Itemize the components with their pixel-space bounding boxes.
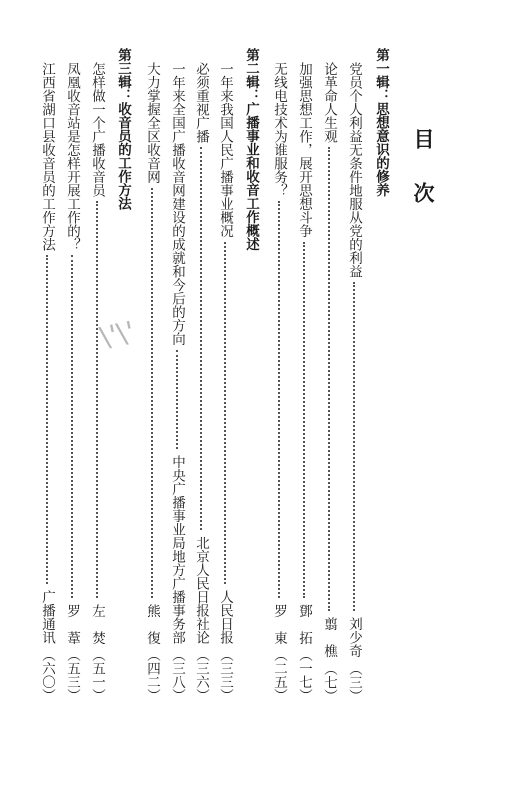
entry-author: 鄧 拓 xyxy=(296,603,312,644)
entry-author: 广播通讯 xyxy=(39,590,55,644)
entry-title: 怎样做一个广播收音员 xyxy=(89,62,105,197)
dot-leader xyxy=(46,255,48,584)
entry-page: （五三） xyxy=(64,648,80,702)
pencil-mark: \'\' xyxy=(96,314,138,355)
toc-entry[interactable] xyxy=(88,48,106,702)
entry-title: 论革命人生观 xyxy=(321,62,337,143)
entry-page: （二五） xyxy=(271,648,287,702)
dot-leader xyxy=(224,242,226,585)
entry-title: 江西省湖口县收音员的工作方法 xyxy=(39,62,55,251)
entry-author: 北京人民日报社论 xyxy=(193,536,209,644)
entry-author: 翦 樵 xyxy=(321,617,337,658)
entry-author: 中央广播事业局地方广播事务部 xyxy=(169,455,185,644)
dot-leader xyxy=(96,201,98,598)
entry-title: 无线电技术为谁服务？ xyxy=(271,62,287,197)
entry-title: 凤凰收音站是怎样开展工作的？ xyxy=(64,62,80,251)
entry-title: 必须重视广播 xyxy=(193,62,209,143)
entry-title: 党员个人利益无条件地服从党的利益 xyxy=(346,62,362,278)
dot-leader xyxy=(71,255,73,598)
dot-leader xyxy=(200,147,202,530)
entry-page: （三六） xyxy=(193,648,209,702)
section-heading xyxy=(372,48,390,688)
section-heading xyxy=(114,48,132,688)
toc-entry[interactable] xyxy=(168,48,186,702)
toc-entry[interactable] xyxy=(270,48,288,702)
dot-leader xyxy=(278,201,280,598)
entry-page: （三） xyxy=(346,661,362,702)
section-title: 第三辑：收音员的工作方法 xyxy=(115,48,131,210)
entry-author: 罗 東 xyxy=(271,603,287,644)
entry-title: 一年来全国广播收音网建设的成就和今后的方向 xyxy=(169,62,185,346)
entry-author: 熊 復 xyxy=(144,603,160,644)
toc-entry[interactable] xyxy=(345,48,363,702)
toc-entry[interactable] xyxy=(192,48,210,702)
toc-heading-ci: 次 xyxy=(411,182,436,203)
entry-author: 人民日报 xyxy=(217,590,233,644)
dot-leader xyxy=(176,350,178,450)
dot-leader xyxy=(353,282,355,611)
section-heading xyxy=(242,48,260,688)
toc-entry[interactable] xyxy=(38,48,56,702)
dot-leader xyxy=(328,147,330,611)
section-title: 第二辑：广播事业和收音工作概述 xyxy=(243,48,259,251)
entry-page: （七） xyxy=(321,661,337,702)
dot-leader xyxy=(303,242,305,598)
entry-title: 大力掌握全区收音网 xyxy=(144,62,160,184)
entry-page: （六〇） xyxy=(39,648,55,702)
entry-author: 罗 葦 xyxy=(64,603,80,644)
section-title: 第一辑：思想意识的修养 xyxy=(373,48,389,197)
entry-author: 刘少奇 xyxy=(346,617,362,658)
entry-page: （三三） xyxy=(217,648,233,702)
entry-title: 加强思想工作，展开思想斗争 xyxy=(296,62,312,238)
entry-page: （五一） xyxy=(89,648,105,702)
toc-heading-mu: 目 xyxy=(411,128,436,149)
entry-title: 一年来我国人民广播事业概况 xyxy=(217,62,233,238)
toc-entry[interactable] xyxy=(295,48,313,702)
toc-entry[interactable] xyxy=(63,48,81,702)
entry-page: （四二） xyxy=(144,648,160,702)
toc-entry[interactable] xyxy=(216,48,234,702)
toc-entry[interactable] xyxy=(320,48,338,702)
toc-entry[interactable] xyxy=(143,48,161,702)
entry-page: （三八） xyxy=(169,648,185,702)
entry-page: （一七） xyxy=(296,648,312,702)
dot-leader xyxy=(151,188,153,598)
entry-author: 左 焚 xyxy=(89,603,105,644)
